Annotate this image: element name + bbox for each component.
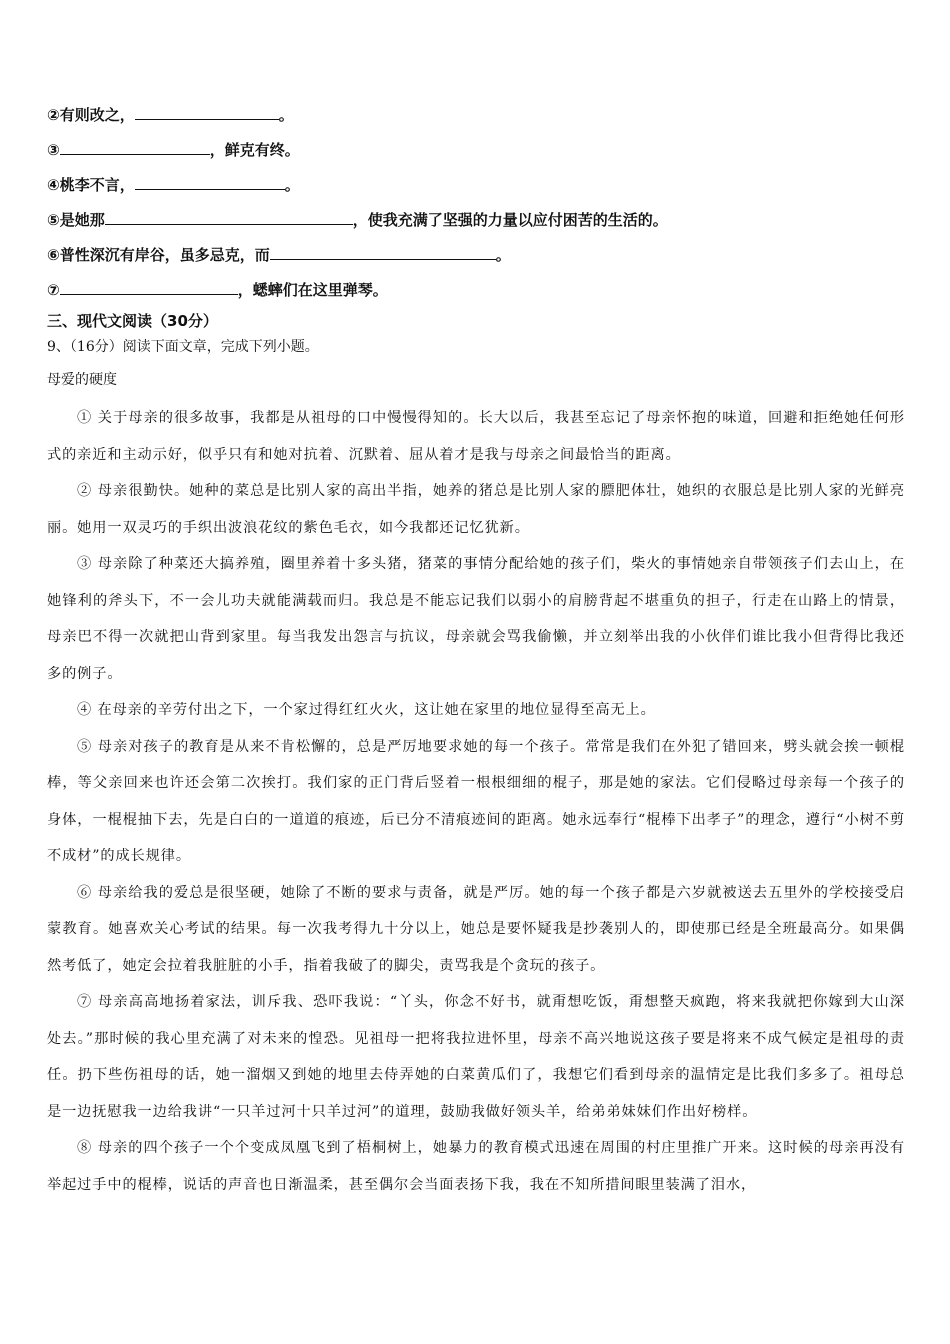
article-paragraph-5: ⑤ 母亲对孩子的教育是从来不肯松懈的，总是严厉地要求她的每一个孩子。常常是我们在外犯了错回来，劈头就会挨一顿棍棒，等父亲回来也许还会第二次挨打。我们家的正门背后竖着一根根细细的棍子，那是她的家法。它们侵略过母亲每一个孩子的身体，一棍棍抽下去，先是白白的一道道的痕迹，后已分不清痕迹间的距离。她永远奉行“棍棒下出孝子”的理念，遵行“小树不剪不成材”的成长规律。	[47, 738, 905, 864]
fill-blank-prefix: ⑦	[47, 281, 60, 299]
fill-blank-item	[47, 140, 300, 160]
answer-blank[interactable]	[105, 210, 353, 225]
fill-blank-item	[47, 105, 294, 125]
answer-blank[interactable]	[60, 280, 238, 295]
fill-blank-suffix: 。	[284, 176, 300, 194]
fill-blank-prefix: ④桃李不言，	[47, 176, 135, 194]
fill-blank-item	[47, 175, 300, 195]
fill-blank-prefix: ③	[47, 141, 60, 159]
section-title: 三、现代文阅读（30分）	[47, 312, 218, 330]
article-paragraph-1: ① 关于母亲的很多故事，我都是从祖母的口中慢慢得知的。长大以后，我甚至忘记了母亲怀抱的味道，回避和拒绝她任何形式的亲近和主动示好，似乎只有和她对抗着、沉默着、屈从着才是我与母亲之间最恰当的距离。	[47, 410, 905, 463]
article-paragraph-3: ③ 母亲除了种菜还大搞养殖，圈里养着十多头猪，猪菜的事情分配给她的孩子们，柴火的事情她亲自带领孩子们去山上，在她锋利的斧头下，不一会儿功夫就能满载而归。我总是不能忘记我们以弱小的肩膀背起不堪重负的担子，行走在山路上的情景，母亲巴不得一次就把山背到家里。每当我发出怨言与抗议，母亲就会骂我偷懒，并立刻举出我的小伙伴们谁比我小但背得比我还多的例子。	[47, 556, 905, 682]
article-title: 母爱的硬度	[47, 372, 117, 388]
answer-blank[interactable]	[270, 245, 496, 260]
fill-blank-prefix: ⑤是她那	[47, 211, 105, 229]
article-paragraph-8: ⑧ 母亲的四个孩子一个个变成凤凰飞到了梧桐树上，她暴力的教育模式迅速在周围的村庄里推广开来。这时候的母亲再没有举起过手中的棍棒，说话的声音也日渐温柔，甚至偶尔会当面表扬下我，我在不知所措间眼里装满了泪水，	[47, 1140, 905, 1193]
question-prompt: 9、（16分）阅读下面文章，完成下列小题。	[47, 339, 319, 355]
fill-blank-suffix: ，使我充满了坚强的力量以应付困苦的生活的。	[352, 211, 668, 229]
article-paragraph-6: ⑥ 母亲给我的爱总是很坚硬，她除了不断的要求与责备，就是严厉。她的每一个孩子都是六岁就被送去五里外的学校接受启蒙教育。她喜欢关心考试的结果。每一次我考得九十分以上，她总是要怀疑我是抄袭别人的，即使那已经是全班最高分。如果偶然考低了，她定会拉着我脏脏的小手，指着我破了的脚尖，责骂我是个贪玩的孩子。	[47, 884, 905, 974]
answer-blank[interactable]	[135, 175, 285, 190]
fill-blank-item	[47, 210, 668, 230]
answer-blank[interactable]	[135, 105, 279, 120]
fill-blank-suffix: ，鲜克有终。	[209, 141, 300, 159]
article-paragraph-7: ⑦ 母亲高高地扬着家法，训斥我、恐吓我说：“丫头，你念不好书，就甭想吃饭，甭想整天疯跑，将来我就把你嫁到大山深处去。”那时候的我心里充满了对未来的惶恐。见祖母一把将我拉进怀里，母亲不高兴地说这孩子要是将来不成气候定是祖母的责任。扔下些伤祖母的话，她一溜烟又到她的地里去侍弄她的白菜黄瓜们了，我想它们看到母亲的温情定是比我们多多了。祖母总是一边抚慰我一边给我讲“一只羊过河十只羊过河”的道理，鼓励我做好领头羊，给弟弟妹妹们作出好榜样。	[47, 994, 905, 1120]
fill-blank-prefix: ⑥普性深沉有岸谷，虽多忌克，而	[47, 246, 270, 264]
fill-blank-prefix: ②有则改之，	[47, 106, 135, 124]
fill-blank-item	[47, 280, 388, 300]
fill-blank-suffix: 。	[495, 246, 511, 264]
article-body	[47, 400, 905, 1203]
article-paragraph-2: ② 母亲很勤快。她种的菜总是比别人家的高出半指，她养的猪总是比别人家的膘肥体壮，她织的衣服总是比别人家的光鲜亮丽。她用一双灵巧的手织出波浪花纹的紫色毛衣，如今我都还记忆犹新。	[47, 483, 905, 536]
fill-blank-suffix: ，蟋蟀们在这里弹琴。	[237, 281, 388, 299]
article-paragraph-4: ④ 在母亲的辛劳付出之下，一个家过得红红火火，这让她在家里的地位显得至高无上。	[77, 702, 656, 718]
fill-blank-suffix: 。	[278, 106, 294, 124]
fill-blank-item	[47, 245, 511, 265]
answer-blank[interactable]	[60, 140, 210, 155]
